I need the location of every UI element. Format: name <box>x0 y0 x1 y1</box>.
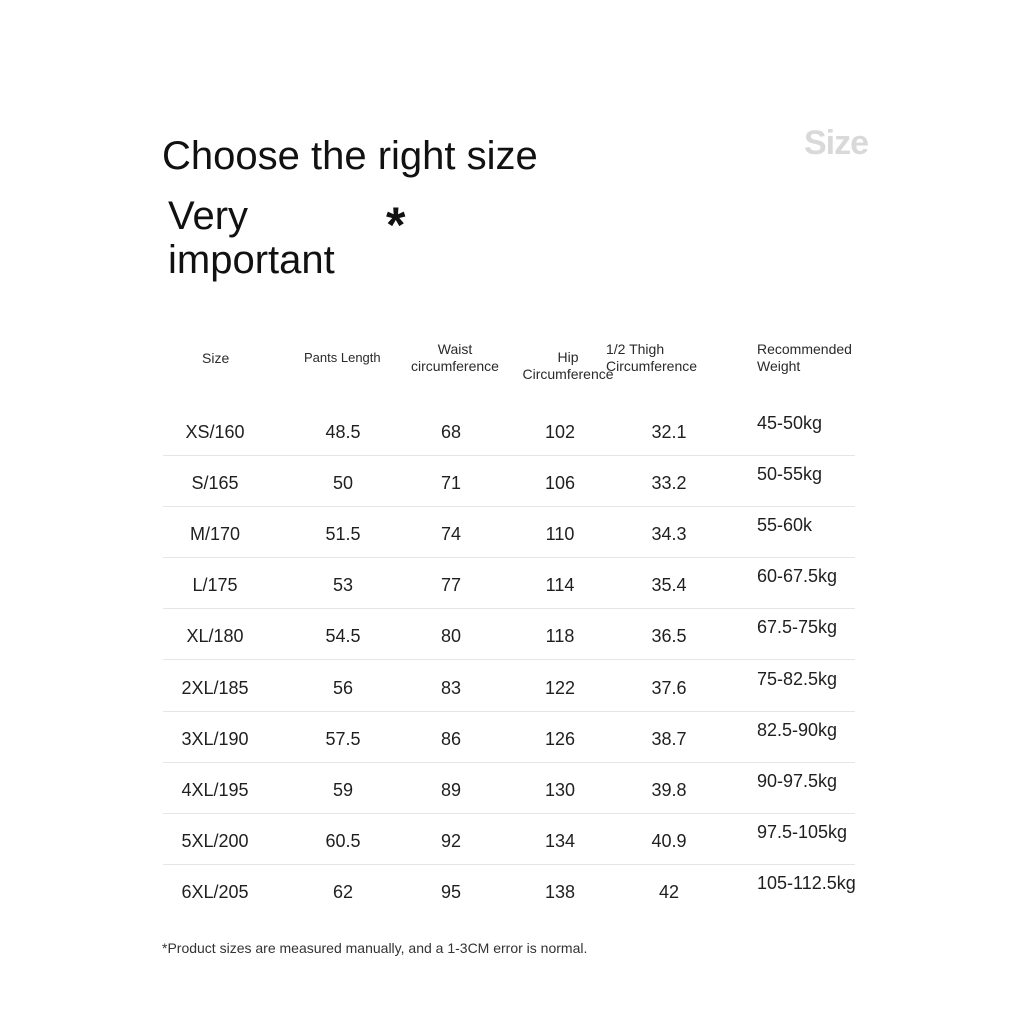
table-cell: 33.2 <box>651 473 687 494</box>
weight-cell: 67.5-75kg <box>757 617 838 638</box>
table-cell: 89 <box>440 779 462 800</box>
table-cell: 68 <box>440 422 462 442</box>
size-cell: 2XL/185 <box>181 677 249 698</box>
row-divider <box>163 455 855 456</box>
size-cell: 4XL/195 <box>181 779 249 800</box>
table-cell: 95 <box>440 881 462 902</box>
table-cell: 48.5 <box>325 422 361 442</box>
table-cell: 34.3 <box>651 524 687 545</box>
size-cell: 3XL/190 <box>181 728 249 749</box>
row-divider <box>163 608 855 609</box>
column-header-waist: Waist circumference <box>411 341 499 374</box>
table-cell: 102 <box>544 422 576 442</box>
weight-cell: 82.5-90kg <box>757 719 838 740</box>
row-divider <box>163 864 855 865</box>
column-header-size: Size <box>202 350 230 366</box>
size-cell: S/165 <box>191 473 239 494</box>
table-cell: 57.5 <box>325 728 361 749</box>
weight-cell: 60-67.5kg <box>757 566 838 587</box>
table-cell: 37.6 <box>651 677 687 698</box>
weight-cell: 75-82.5kg <box>757 668 838 689</box>
row-divider <box>163 506 855 507</box>
weight-cell: 45-50kg <box>757 413 823 433</box>
table-cell: 56 <box>332 677 354 698</box>
table-cell: 122 <box>544 677 576 698</box>
row-divider <box>163 659 855 660</box>
table-cell: 60.5 <box>325 830 361 851</box>
row-divider <box>163 711 855 712</box>
table-cell: 83 <box>440 677 462 698</box>
table-cell: 54.5 <box>325 626 361 647</box>
table-cell: 114 <box>545 575 575 596</box>
asterisk-icon: * <box>386 197 406 253</box>
size-watermark: Size <box>804 124 869 162</box>
table-cell: 40.9 <box>651 830 687 851</box>
table-cell: 42 <box>658 881 680 902</box>
table-cell: 71 <box>440 473 462 494</box>
column-header-pants-length: Pants Length <box>304 350 381 365</box>
table-cell: 62 <box>332 881 354 902</box>
table-cell: 35.4 <box>651 575 687 596</box>
table-cell: 86 <box>440 728 462 749</box>
page-title: Choose the right size <box>162 134 538 178</box>
table-cell: 74 <box>440 524 462 545</box>
table-cell: 77 <box>440 575 462 596</box>
table-cell: 80 <box>440 626 462 647</box>
table-cell: 39.8 <box>651 779 687 800</box>
row-divider <box>163 762 855 763</box>
table-cell: 126 <box>544 728 576 749</box>
size-cell: XS/160 <box>185 422 245 442</box>
table-cell: 38.7 <box>651 728 687 749</box>
table-cell: 118 <box>545 626 575 647</box>
row-divider <box>163 557 855 558</box>
size-cell: 6XL/205 <box>181 881 249 902</box>
table-cell: 134 <box>544 830 576 851</box>
row-divider <box>163 813 855 814</box>
table-cell: 59 <box>332 779 354 800</box>
table-cell: 53 <box>332 575 354 596</box>
weight-cell: 90-97.5kg <box>757 770 838 791</box>
table-cell: 32.1 <box>651 422 687 442</box>
column-header-hip: Hip Circumference <box>522 349 614 382</box>
weight-cell: 97.5-105kg <box>757 821 848 842</box>
size-cell: XL/180 <box>186 626 244 647</box>
table-cell: 106 <box>544 473 576 494</box>
column-header-thigh: 1/2 Thigh Circumference <box>606 341 698 374</box>
table-cell: 92 <box>440 830 462 851</box>
weight-cell: 50-55kg <box>757 464 823 485</box>
footer-note: *Product sizes are measured manually, and a 1-3CM error is normal. <box>162 940 588 956</box>
weight-cell: 105-112.5kg <box>757 872 856 893</box>
table-cell: 51.5 <box>325 524 361 545</box>
table-cell: 130 <box>544 779 576 800</box>
subtitle: Very important <box>168 194 335 282</box>
table-cell: 110 <box>545 524 575 545</box>
size-cell: M/170 <box>189 524 241 545</box>
size-cell: 5XL/200 <box>181 830 249 851</box>
weight-cell: 55-60k <box>757 515 813 536</box>
table-cell: 138 <box>544 881 576 902</box>
table-cell: 50 <box>332 473 354 494</box>
size-cell: L/175 <box>192 575 238 596</box>
table-cell: 36.5 <box>651 626 687 647</box>
column-header-weight: Recommended Weight <box>757 341 852 374</box>
